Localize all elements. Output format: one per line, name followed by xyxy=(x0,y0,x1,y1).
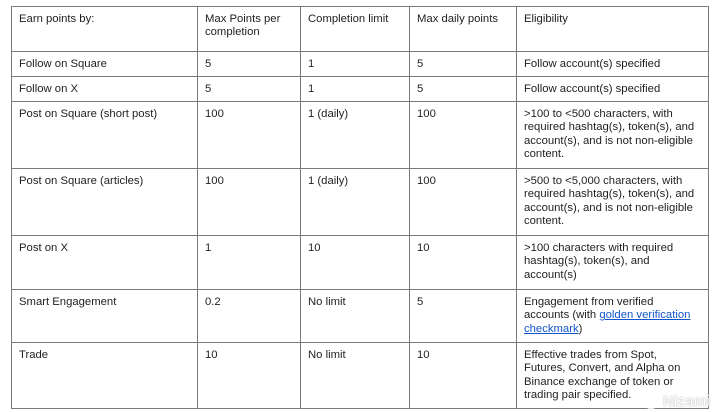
cell-max-points: 5 xyxy=(198,52,301,77)
cell-max-points: 100 xyxy=(198,169,301,236)
cell-max-daily-points: 10 xyxy=(410,236,517,290)
header-max-daily-points: Max daily points xyxy=(410,7,517,52)
eligibility-text-before: Engagement from verified accounts (with xyxy=(524,296,654,322)
table-row xyxy=(12,169,709,236)
cell-eligibility: Follow account(s) specified xyxy=(517,77,709,102)
cell-eligibility: >500 to <5,000 characters, with required hashtag(s), token(s), and account(s), and is not non-eligible content. xyxy=(517,169,709,236)
cell-activity: Post on Square (articles) xyxy=(12,169,198,236)
cell-max-daily-points: 100 xyxy=(410,102,517,169)
table-row xyxy=(12,236,709,290)
table-row xyxy=(12,290,709,343)
cell-completion-limit: No limit xyxy=(301,290,410,343)
cell-completion-limit: 1 xyxy=(301,77,410,102)
cell-completion-limit: 1 (daily) xyxy=(301,169,410,236)
cell-activity: Post on Square (short post) xyxy=(12,102,198,169)
cell-eligibility: >100 characters with required hashtag(s), token(s), and account(s) xyxy=(517,236,709,290)
cell-activity: Post on X xyxy=(12,236,198,290)
cell-completion-limit: 10 xyxy=(301,236,410,290)
cell-eligibility: >100 to <500 characters, with required hashtag(s), token(s), and account(s), and is not non-eligible content. xyxy=(517,102,709,169)
header-max-points: Max Points per completion xyxy=(198,7,301,52)
cell-eligibility xyxy=(517,290,709,343)
table-header-row xyxy=(12,7,709,52)
cell-max-daily-points: 10 xyxy=(410,343,517,409)
cell-activity: Follow on Square xyxy=(12,52,198,77)
cell-max-points: 10 xyxy=(198,343,301,409)
table-row xyxy=(12,77,709,102)
cell-activity: Smart Engagement xyxy=(12,290,198,343)
cell-max-daily-points: 5 xyxy=(410,52,517,77)
cell-max-daily-points: 5 xyxy=(410,290,517,343)
cell-max-points: 5 xyxy=(198,77,301,102)
golden-verification-checkmark-link[interactable]: golden verification checkmark xyxy=(524,309,691,335)
cell-completion-limit: 1 (daily) xyxy=(301,102,410,169)
eligibility-text-after: ) xyxy=(578,322,583,335)
cell-max-points: 0.2 xyxy=(198,290,301,343)
cell-activity: Trade xyxy=(12,343,198,409)
cell-eligibility: Effective trades from Spot, Futures, Convert, and Alpha on Binance exchange of token or trading pair specified. xyxy=(517,343,709,409)
cell-max-points: 100 xyxy=(198,102,301,169)
table-row xyxy=(12,102,709,169)
cell-completion-limit: 1 xyxy=(301,52,410,77)
cell-completion-limit: No limit xyxy=(301,343,410,409)
header-eligibility: Eligibility xyxy=(517,7,709,52)
cell-activity: Follow on X xyxy=(12,77,198,102)
watermark-text: Nizami xyxy=(662,393,710,410)
table-row xyxy=(12,343,709,409)
header-completion-limit: Completion limit xyxy=(301,7,410,52)
cell-eligibility: Follow account(s) specified xyxy=(517,52,709,77)
table-row xyxy=(12,52,709,77)
earn-points-table xyxy=(11,6,709,409)
cell-max-points: 1 xyxy=(198,236,301,290)
cell-max-daily-points: 100 xyxy=(410,169,517,236)
header-earn-points-by: Earn points by: xyxy=(12,7,198,52)
cell-max-daily-points: 5 xyxy=(410,77,517,102)
